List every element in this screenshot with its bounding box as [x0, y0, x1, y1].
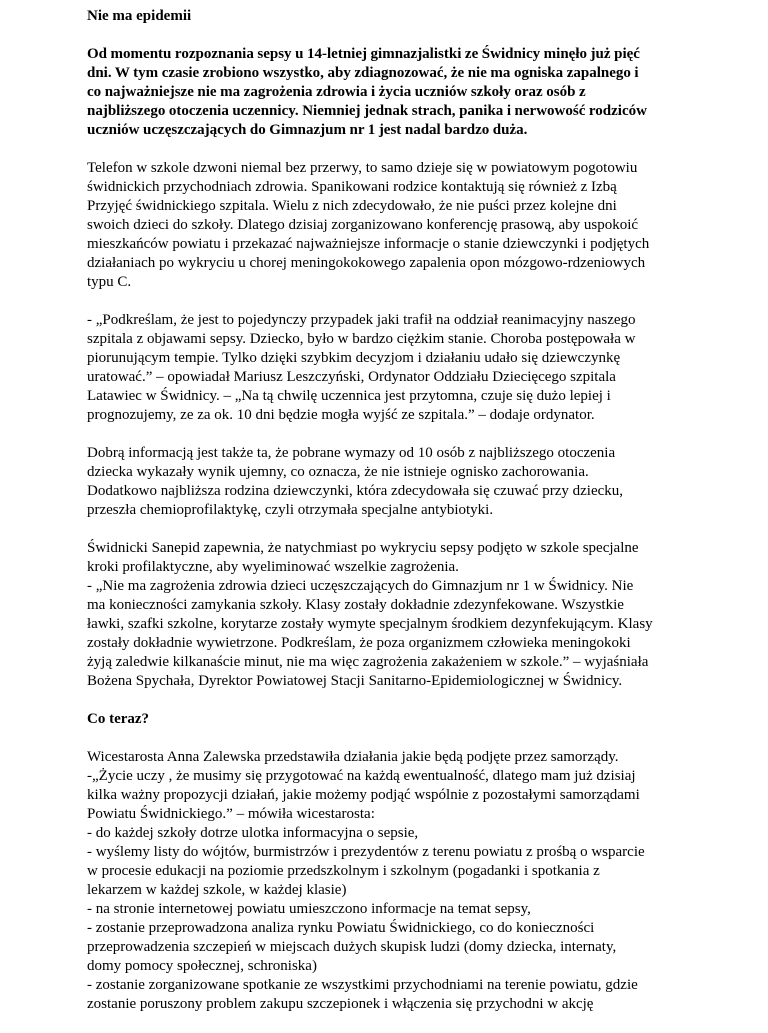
section-heading: Co teraz?	[87, 711, 150, 727]
text-line: zostały dokładnie wywietrzone. Podkreślam, że poza organizmem człowieka meningokoki	[87, 635, 631, 651]
text-line: szpitala z objawami sepsy. Dziecko, było w bardzo ciężkim stanie. Choroba postępowała w	[87, 331, 636, 347]
paragraph-ordinator-quote	[87, 311, 682, 425]
text-line: żyją zaledwie kilkanaście minut, nie ma więc zagrożenia zakażeniem w szkole.” – wyjaśniała	[87, 654, 649, 670]
paragraph-good-news	[87, 444, 682, 520]
text-line: uratować.” – opowiadał Mariusz Leszczyński, Ordynator Oddziału Dziecięcego szpitala	[87, 369, 616, 385]
text-line: ławki, szafki szkolne, korytarze zostały wymyte specjalnym środkiem dezynfekującym. Klasy	[87, 616, 653, 632]
text-line: świdnickich przychodniach zdrowia. Spanikowani rodzice kontaktują się również z Izbą	[87, 179, 617, 195]
text-line: ma konieczności zamykania szkoły. Klasy zostały dokładnie zdezynfekowane. Wszystkie	[87, 597, 624, 613]
text-line: - „Podkreślam, że jest to pojedynczy przypadek jaki trafił na oddział reanimacyjny naszego	[87, 312, 636, 328]
text-line: Świdnicki Sanepid zapewnia, że natychmiast po wykryciu sepsy podjęto w szkole specjalne	[87, 540, 639, 556]
text-line: najbliższego otoczenia uczennicy. Niemniej jednak strach, panika i nerwowość rodziców	[87, 103, 647, 119]
text-line: typu C.	[87, 274, 132, 290]
text-line: przeszła chemioprofilaktykę, czyli otrzymała specjalne antybiotyki.	[87, 502, 494, 518]
text-line: kroki profilaktyczne, aby wyeliminować wszelkie zagrożenia.	[87, 559, 459, 575]
text-line: dziecka wykazały wynik ujemny, co oznacza, że nie istnieje ognisko zachorowania.	[87, 464, 589, 480]
text-line: w procesie edukacji na poziomie przedszkolnym i szkolnym (pogadanki i spotkania z	[87, 863, 600, 879]
text-line: - na stronie internetowej powiatu umieszczono informacje na temat sepsy,	[87, 901, 531, 917]
paragraph-phones	[87, 159, 682, 292]
document-title: Nie ma epidemii	[87, 8, 192, 24]
text-line: Dodatkowo najbliższa rodzina dziewczynki, która zdecydowała się czuwać przy dziecku,	[87, 483, 624, 499]
text-line: -„Życie uczy , że musimy się przygotować na każdą ewentualność, dlatego mam już dzisiaj	[87, 768, 636, 784]
text-line: Bożena Spychała, Dyrektor Powiatowej Stacji Sanitarno-Epidemiologicznej w Świdnicy.	[87, 673, 623, 689]
text-line: mieszkańców powiatu i przekazać najważniejsze informacje o stanie dziewczynki i podjętych	[87, 236, 650, 252]
text-line: Telefon w szkole dzwoni niemal bez przerwy, to samo dzieje się w powiatowym pogotowiu	[87, 160, 638, 176]
text-line: dni. W tym czasie zrobiono wszystko, aby zdiagnozować, że nie ma ogniska zapalnego i	[87, 65, 639, 81]
text-line: - zostanie przeprowadzona analiza rynku Powiatu Świdnickiego, co do konieczności	[87, 920, 595, 936]
document-page	[87, 7, 682, 1033]
text-line: Przyjęć świdnickiego szpitala. Wielu z nich zdecydowało, że nie puści przez kolejne dni	[87, 198, 617, 214]
text-line: zostanie poruszony problem zakupu szczepionek i włączenia się przychodni w akcję	[87, 996, 594, 1012]
text-line: - wyślemy listy do wójtów, burmistrzów i prezydentów z terenu powiatu z prośbą o wsparcie	[87, 844, 645, 860]
paragraph-sanepid	[87, 539, 682, 691]
text-line: swoich dzieci do szkoły. Dlatego dzisiaj zorganizowano konferencję prasową, aby uspokoić	[87, 217, 639, 233]
text-line: domy pomocy społecznej, schroniska)	[87, 958, 317, 974]
text-line: - zostanie zorganizowane spotkanie ze wszystkimi przychodniami na terenie powiatu, gdzie	[87, 977, 638, 993]
text-line: prognozujemy, ze za ok. 10 dni będzie mogła wyjść ze szpitala.” – dodaje ordynator.	[87, 407, 595, 423]
text-line: przeprowadzenia szczepień w miejscach dużych skupisk ludzi (domy dziecka, internaty,	[87, 939, 617, 955]
text-line: Latawiec w Świdnicy. – „Na tą chwilę uczennica jest przytomna, czuje się dużo lepiej i	[87, 388, 611, 404]
text-line: - do każdej szkoły dotrze ulotka informacyjna o sepsie,	[87, 825, 419, 841]
text-line: Od momentu rozpoznania sepsy u 14-letniej gimnazjalistki ze Świdnicy minęło już pięć	[87, 46, 640, 62]
text-line: lekarzem w każdej szkole, w każdej klasie)	[87, 882, 347, 898]
text-line: - „Nie ma zagrożenia zdrowia dzieci uczęszczających do Gimnazjum nr 1 w Świdnicy. Nie	[87, 578, 634, 594]
text-line: kilka ważny propozycji działań, jakie możemy podjąć wspólnie z pozostałymi samorządami	[87, 787, 640, 803]
text-line: uczniów uczęszczających do Gimnazjum nr 1 jest nadal bardzo duża.	[87, 122, 528, 138]
paragraph-vice-starost	[87, 748, 682, 1014]
lead-paragraph	[87, 45, 682, 140]
text-line: Powiatu Świdnickiego.” – mówiła wicestarosta:	[87, 806, 375, 822]
text-line: piorunującym tempie. Tylko dzięki szybkim decyzjom i działaniu udało się dziewczynkę	[87, 350, 621, 366]
text-line: Wicestarosta Anna Zalewska przedstawiła działania jakie będą podjęte przez samorządy.	[87, 749, 619, 765]
text-line: co najważniejsze nie ma zagrożenia zdrowia i życia uczniów szkoły oraz osób z	[87, 84, 586, 100]
text-line: Dobrą informacją jest także ta, że pobrane wymazy od 10 osób z najbliższego otoczenia	[87, 445, 616, 461]
text-line: działaniach po wykryciu u chorej meningokokowego zapalenia opon mózgowo-rdzeniowych	[87, 255, 646, 271]
